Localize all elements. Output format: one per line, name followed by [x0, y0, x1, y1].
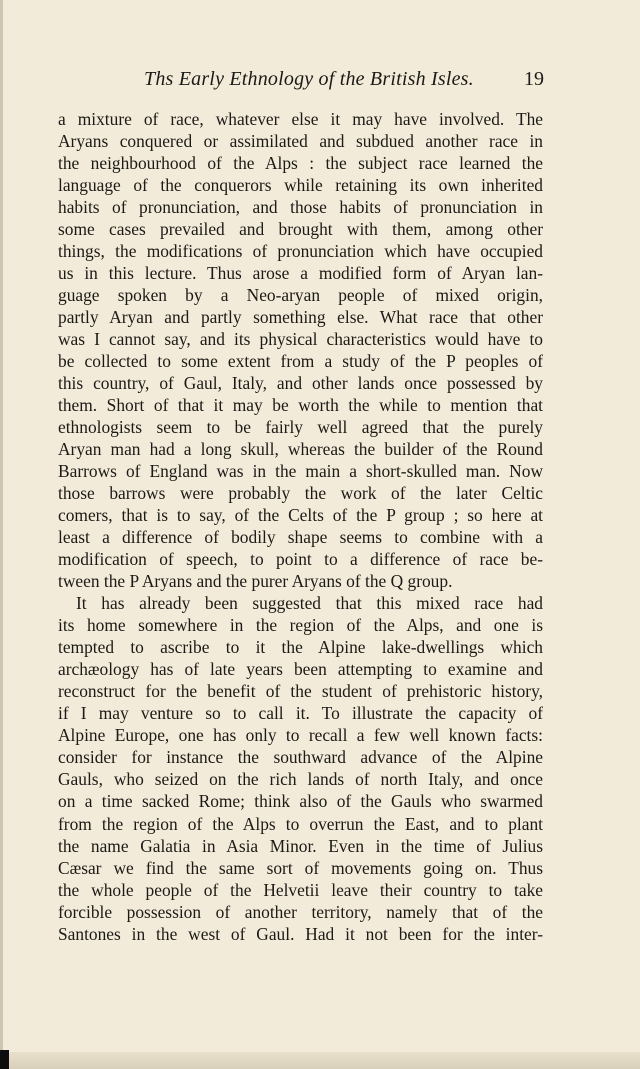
text-line: Alpine Europe, one has only to recall a few well known facts: [58, 725, 543, 746]
text-line: modification of speech, to point to a difference of race be- [58, 549, 543, 570]
text-line: from the region of the Alps to overrun the East, and to plant [58, 813, 543, 834]
running-head [60, 64, 544, 92]
text-line: a mixture of race, whatever else it may have involved. The [58, 109, 543, 129]
text-line: was I cannot say, and its physical characteristics would have to [58, 329, 543, 350]
text-line: this country, of Gaul, Italy, and other lands once possessed by [58, 373, 543, 394]
text-line: archæology has of late years been attempting to examine and [58, 659, 543, 680]
text-line: be collected to some extent from a study of the P peoples of [58, 351, 543, 372]
text-line: tween the P Aryans and the purer Aryans of the Q group. [58, 571, 453, 592]
text-line: things, the modifications of pronunciation which have occupied [58, 241, 543, 262]
text-line: the whole people of the Helvetii leave their country to take [58, 879, 543, 900]
text-line: consider for instance the southward advance of the Alpine [58, 747, 543, 768]
text-line: habits of pronunciation, and those habits of pronunciation in [58, 197, 543, 218]
text-line: tempted to ascribe to it the Alpine lake-dwellings which [58, 637, 543, 658]
text-line: forcible possession of another territory, namely that of the [58, 901, 543, 922]
text-line: on a time sacked Rome; think also of the Gauls who swarmed [58, 791, 543, 812]
paragraph-start-line: It has already been suggested that this mixed race had [76, 593, 543, 614]
page-edge [0, 0, 3, 1069]
text-line: ethnologists seem to be fairly well agreed that the purely [58, 417, 543, 438]
text-line: language of the conquerors while retaining its own inherited [58, 175, 543, 196]
text-line: Aryan man had a long skull, whereas the builder of the Round [58, 439, 543, 460]
text-line: Cæsar we find the same sort of movements going on. Thus [58, 857, 543, 878]
text-line: its home somewhere in the region of the Alps, and one is [58, 615, 543, 636]
text-line: the neighbourhood of the Alps : the subject race learned the [58, 153, 543, 174]
text-line: comers, that is to say, of the Celts of the P group ; so here at [58, 505, 543, 526]
text-line: reconstruct for the benefit of the student of prehistoric history, [58, 681, 543, 702]
text-line: least a difference of bodily shape seems to combine with a [58, 527, 543, 548]
text-line: some cases prevailed and brought with them, among other [58, 219, 543, 240]
text-line: the name Galatia in Asia Minor. Even in the time of Julius [58, 835, 543, 856]
page-number: 19 [524, 68, 544, 90]
text-line: them. Short of that it may be worth the while to mention that [58, 395, 543, 416]
running-title: Ths Early Ethnology of the British Isles. [144, 68, 474, 90]
page-bottom-edge [0, 1052, 640, 1069]
text-line: us in this lecture. Thus arose a modified form of Aryan lan- [58, 263, 543, 284]
body-text [58, 108, 543, 945]
text-line: Aryans conquered or assimilated and subdued another race in [58, 131, 543, 152]
text-line: partly Aryan and partly something else. What race that other [58, 307, 543, 328]
text-line: guage spoken by a Neo-aryan people of mixed origin, [58, 285, 543, 306]
text-line: Gauls, who seized on the rich lands of north Italy, and once [58, 769, 543, 790]
text-line: Santones in the west of Gaul. Had it not been for the inter- [58, 923, 543, 944]
text-line: those barrows were probably the work of the later Celtic [58, 483, 543, 504]
binding-mark [0, 1050, 9, 1069]
text-line: if I may venture so to call it. To illustrate the capacity of [58, 703, 543, 724]
text-line: Barrows of England was in the main a short-skulled man. Now [58, 461, 543, 482]
